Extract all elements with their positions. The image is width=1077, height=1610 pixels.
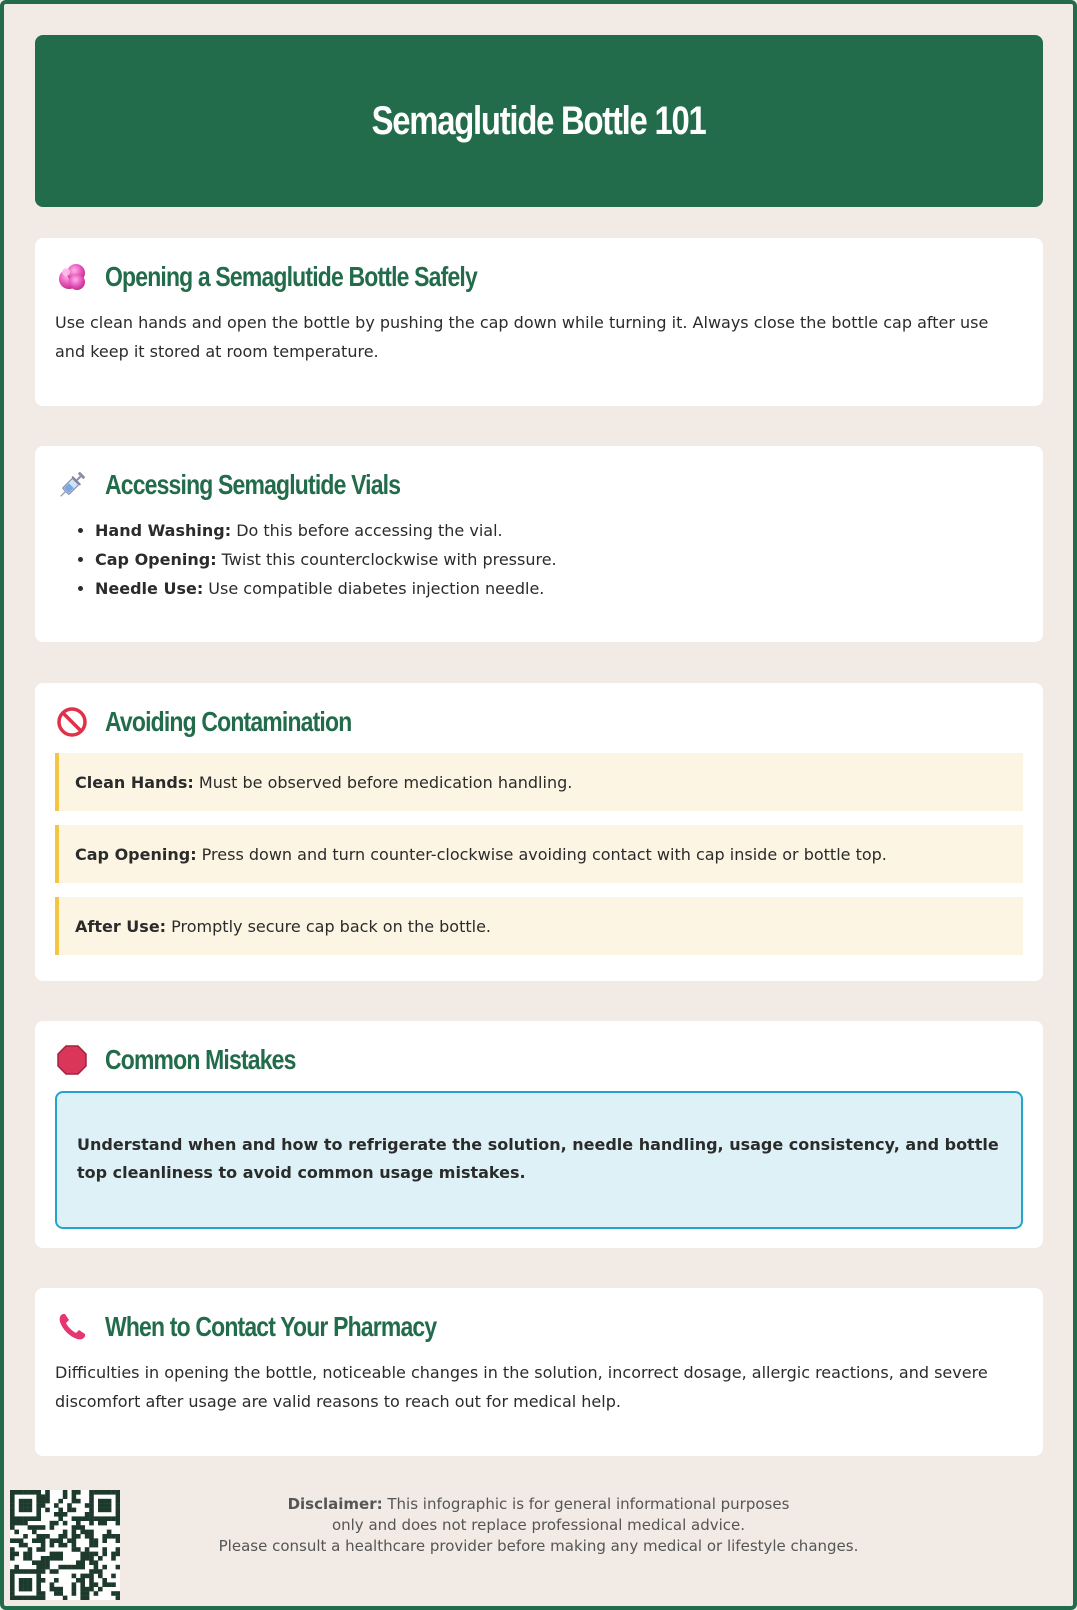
card-header <box>55 1310 1023 1344</box>
page-header <box>35 35 1043 207</box>
stop-sign-icon <box>55 1043 89 1077</box>
card-title: Accessing Semaglutide Vials <box>105 469 401 500</box>
list-item: • Hand Washing: Do this before accessing the vial. <box>95 516 1023 545</box>
card-title: Common Mistakes <box>105 1044 296 1075</box>
card-opening <box>35 238 1043 406</box>
card-title: When to Contact Your Pharmacy <box>105 1311 437 1342</box>
card-contact <box>35 1288 1043 1456</box>
note-item: After Use: Promptly secure cap back on the bottle. <box>55 897 1023 955</box>
card-header <box>55 260 1023 294</box>
callout-box: Understand when and how to refrigerate the solution, needle handling, usage consistency, and bottle top cleanliness to avoid common usage mistakes. <box>55 1091 1023 1229</box>
card-header <box>55 705 1023 739</box>
list-item: • Cap Opening: Twist this counterclockwise with pressure. <box>95 545 1023 574</box>
list-item: • Needle Use: Use compatible diabetes injection needle. <box>95 574 1023 603</box>
card-header <box>55 1043 1023 1077</box>
prohibited-icon <box>55 705 89 739</box>
telephone-icon <box>55 1310 89 1344</box>
pill-capsule-icon <box>55 260 89 294</box>
page-title: Semaglutide Bottle 101 <box>372 98 706 143</box>
disclaimer-line: Disclaimer: This infographic is for general informational purposes <box>287 1495 790 1513</box>
card-mistakes <box>35 1021 1043 1248</box>
card-contamination <box>35 683 1043 981</box>
note-item: Clean Hands: Must be observed before medication handling. <box>55 753 1023 811</box>
card-body: Use clean hands and open the bottle by pushing the cap down while turning it. Always close the bottle cap after use and keep it stored at room temperature. <box>55 313 989 361</box>
disclaimer-line: only and does not replace professional medical advice. <box>331 1516 746 1534</box>
bullet-list <box>55 516 1023 603</box>
note-item: Cap Opening: Press down and turn counter-clockwise avoiding contact with cap inside or bottle top. <box>55 825 1023 883</box>
card-header <box>55 468 1023 502</box>
syringe-icon <box>55 468 89 502</box>
card-title: Opening a Semaglutide Bottle Safely <box>105 261 477 292</box>
qr-code <box>10 1490 120 1600</box>
disclaimer <box>0 1494 1077 1557</box>
disclaimer-line: Please consult a healthcare provider before making any medical or lifestyle changes. <box>218 1537 859 1555</box>
card-body: Difficulties in opening the bottle, noticeable changes in the solution, incorrect dosage, allergic reactions, and severe discomfort after usage are valid reasons to reach out for medical help. <box>55 1363 988 1411</box>
card-title: Avoiding Contamination <box>105 706 352 737</box>
card-vials <box>35 446 1043 642</box>
